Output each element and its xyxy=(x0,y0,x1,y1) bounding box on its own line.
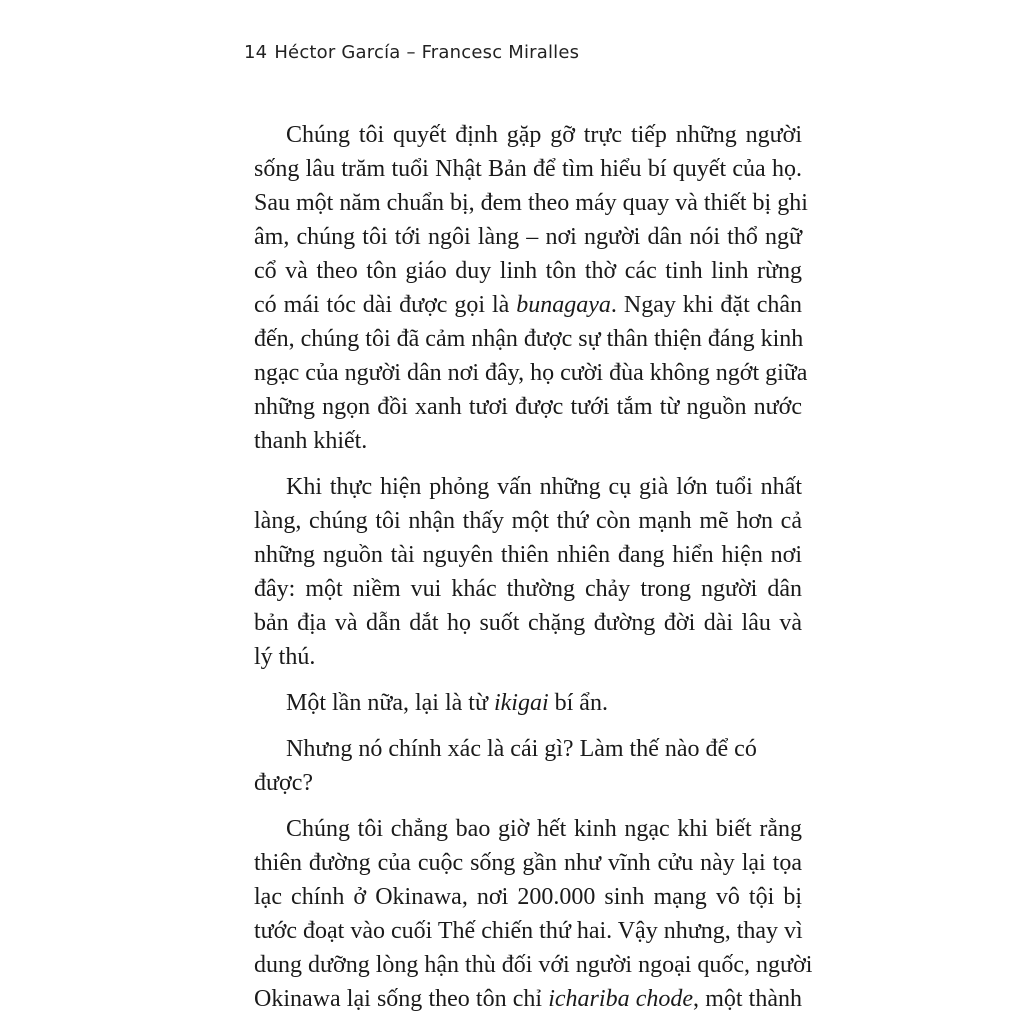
running-header xyxy=(244,42,579,63)
italic-term: ikigai xyxy=(493,690,549,716)
text-line: tước đoạt vào cuối Thế chiến thứ hai. Vậy nhưng, thay vì xyxy=(254,918,803,944)
body-text xyxy=(254,118,813,1028)
text-line: âm, chúng tôi tới ngôi làng – nơi người dân nói thổ ngữ xyxy=(254,224,802,250)
paragraph-3 xyxy=(254,686,802,720)
text-run: . Ngay khi đặt chân xyxy=(610,292,802,318)
text-line: ngạc của người dân nơi đây, họ cười đùa không ngớt giữa xyxy=(254,360,808,386)
text-line: thanh khiết. xyxy=(254,428,368,454)
text-line: Khi thực hiện phỏng vấn những cụ già lớn tuổi nhất xyxy=(286,474,802,500)
text-line xyxy=(254,982,802,1016)
italic-term: ichariba chode xyxy=(548,986,694,1012)
text-line: sống lâu trăm tuổi Nhật Bản để tìm hiểu bí quyết của họ. xyxy=(254,156,802,182)
italic-term: bunagaya xyxy=(516,292,611,318)
text-line: Sau một năm chuẩn bị, đem theo máy quay và thiết bị ghi xyxy=(254,190,808,216)
text-line: thiên đường của cuộc sống gần như vĩnh cửu này lại tọa xyxy=(254,850,802,876)
text-line: đến, chúng tôi đã cảm nhận được sự thân thiện đáng kinh xyxy=(254,326,804,352)
text-run: Okinawa lại sống theo tôn chỉ xyxy=(254,986,549,1012)
text-line: bản địa và dẫn dắt họ suốt chặng đường đời dài lâu và xyxy=(254,610,802,636)
header-authors: Héctor García – Francesc Miralles xyxy=(274,42,580,63)
page-number: 14 xyxy=(244,42,268,63)
paragraph-4: Nhưng nó chính xác là cái gì? Làm thế nào để có được? xyxy=(254,736,757,796)
text-line: dung dưỡng lòng hận thù đối với người ngoại quốc, người xyxy=(254,952,813,978)
text-line xyxy=(254,288,802,322)
text-line: lạc chính ở Okinawa, nơi 200.000 sinh mạng vô tội bị xyxy=(254,884,802,910)
text-run: có mái tóc dài được gọi là xyxy=(254,292,517,318)
text-run: Một lần nữa, lại là từ xyxy=(286,690,494,716)
text-line: những ngọn đồi xanh tươi được tưới tắm từ nguồn nước xyxy=(254,394,802,420)
text-run: , một thành xyxy=(693,986,803,1012)
text-line: lý thú. xyxy=(254,644,316,670)
paragraph-2 xyxy=(254,470,802,674)
paragraph-1 xyxy=(254,118,808,458)
text-line: làng, chúng tôi nhận thấy một thứ còn mạnh mẽ hơn cả xyxy=(254,508,802,534)
paragraph-5 xyxy=(254,812,813,1016)
text-line: Chúng tôi quyết định gặp gỡ trực tiếp những người xyxy=(286,122,802,148)
text-line: những nguồn tài nguyên thiên nhiên đang hiển hiện nơi xyxy=(254,542,802,568)
text-line: đây: một niềm vui khác thường chảy trong người dân xyxy=(254,576,802,602)
text-run: bí ẩn. xyxy=(548,690,608,716)
text-line: Chúng tôi chẳng bao giờ hết kinh ngạc khi biết rằng xyxy=(286,816,802,842)
text-line: cổ và theo tôn giáo duy linh tôn thờ các tinh linh rừng xyxy=(254,258,802,284)
